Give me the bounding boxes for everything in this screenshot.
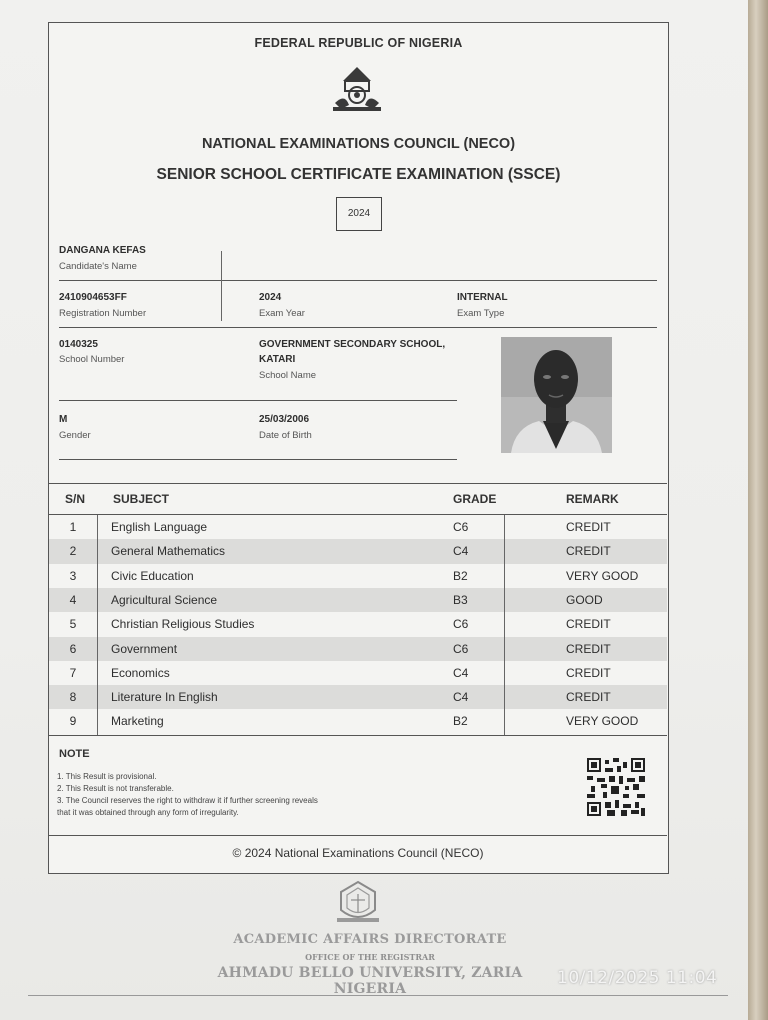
table-row: [49, 564, 667, 588]
cell-sn: 7: [69, 665, 77, 680]
divider: [59, 280, 657, 281]
header-grade: GRADE: [453, 492, 497, 506]
exam-type: INTERNAL: [457, 292, 508, 303]
abu-crest-icon: [335, 880, 381, 924]
cell-grade: C6: [453, 520, 469, 534]
stamp-university: AHMADU BELLO UNIVERSITY, ZARIA NIGERIA: [217, 965, 523, 997]
cell-grade: B2: [453, 714, 468, 729]
cell-grade: C4: [453, 690, 469, 705]
candidate-name-label: Candidate's Name: [59, 261, 137, 272]
table-row: [49, 515, 667, 539]
copyright-notice: © 2024 National Examinations Council (NECO): [232, 846, 484, 860]
cell-remark: CREDIT: [566, 544, 611, 559]
school-name-line1: GOVERNMENT SECONDARY SCHOOL,: [259, 339, 446, 350]
exam-title: SENIOR SCHOOL CERTIFICATE EXAMINATION (SSCE): [156, 166, 561, 183]
cell-subject: Civic Education: [111, 568, 194, 583]
exam-type-label: Exam Type: [457, 308, 505, 319]
cell-grade: C4: [453, 544, 469, 559]
registration-number-label: Registration Number: [59, 308, 147, 319]
divider: [59, 400, 457, 401]
exam-year-box: 2024: [336, 197, 382, 231]
cell-grade: C6: [453, 617, 469, 632]
cell-remark: CREDIT: [566, 641, 611, 656]
country-heading: FEDERAL REPUBLIC OF NIGERIA: [254, 36, 463, 50]
council-title: NATIONAL EXAMINATIONS COUNCIL (NECO): [201, 136, 516, 152]
note-item: 1. This Result is provisional.: [57, 772, 157, 781]
table-row: [49, 539, 667, 563]
table-row: [49, 685, 667, 709]
candidate-photo: [501, 337, 612, 453]
date-of-birth-label: Date of Birth: [259, 430, 312, 441]
date-of-birth: 25/03/2006: [259, 414, 310, 425]
header-remark: REMARK: [566, 492, 619, 506]
result-sheet: [48, 22, 669, 874]
table-surface: [748, 0, 768, 1020]
cell-sn: 5: [69, 617, 77, 632]
cell-subject: English Language: [111, 520, 208, 534]
gender-label: Gender: [59, 430, 91, 441]
exam-year: 2024: [259, 292, 282, 303]
cell-remark: CREDIT: [566, 690, 611, 705]
cell-subject: General Mathematics: [111, 544, 226, 559]
cell-remark: CREDIT: [566, 520, 611, 534]
header-sn: S/N: [65, 492, 86, 506]
cell-grade: C4: [453, 665, 469, 680]
neco-crest-icon: [331, 65, 383, 113]
qr-code-icon: [587, 758, 645, 816]
photo-timestamp: 10/12/2025 11:04: [557, 968, 718, 988]
note-item: 2. This Result is not transferable.: [57, 784, 174, 793]
table-row: [49, 709, 667, 733]
cell-grade: B3: [453, 592, 468, 607]
table-row: [49, 588, 667, 612]
fold-crease: [221, 251, 222, 321]
note-title: NOTE: [59, 748, 90, 760]
exam-year-label: Exam Year: [259, 308, 305, 319]
cell-grade: C6: [453, 641, 469, 656]
cell-sn: 9: [69, 714, 77, 729]
cell-sn: 3: [69, 568, 77, 583]
cell-remark: CREDIT: [566, 665, 611, 680]
note-section: [49, 735, 667, 836]
registration-number: 2410904653FF: [59, 292, 127, 303]
stamp-office: OFFICE OF THE REGISTRAR: [305, 952, 435, 962]
cell-sn: 4: [69, 592, 77, 607]
gender: M: [59, 414, 68, 425]
school-number-label: School Number: [59, 354, 125, 365]
cell-sn: 6: [69, 641, 77, 656]
cell-sn: 2: [69, 544, 77, 559]
school-number: 0140325: [59, 339, 98, 350]
school-name-line2: KATARI: [259, 354, 296, 365]
cell-grade: B2: [453, 568, 468, 583]
cell-subject: Literature In English: [111, 690, 218, 705]
cell-subject: Government: [111, 641, 178, 656]
note-item: that it was obtained through any form of irregularity.: [57, 808, 239, 817]
header-subject: SUBJECT: [113, 492, 170, 506]
cell-subject: Agricultural Science: [111, 592, 218, 607]
table-header: [49, 483, 667, 515]
divider: [59, 327, 657, 328]
stamp-underline: [28, 995, 728, 996]
cell-subject: Economics: [111, 665, 170, 680]
cell-remark: VERY GOOD: [566, 714, 639, 729]
note-item: 3. The Council reserves the right to withdraw it if further screening reveals: [57, 796, 318, 805]
column-divider: [97, 515, 98, 735]
cell-remark: VERY GOOD: [566, 568, 639, 583]
table-row: [49, 661, 667, 685]
cell-sn: 1: [69, 520, 77, 534]
table-row: [49, 612, 667, 636]
cell-remark: GOOD: [566, 592, 603, 607]
candidate-name: DANGANA KEFAS: [59, 245, 146, 256]
cell-remark: CREDIT: [566, 617, 611, 632]
column-divider: [504, 515, 505, 735]
cell-sn: 8: [69, 690, 77, 705]
school-name-label: School Name: [259, 370, 317, 381]
divider: [59, 459, 457, 460]
stamp-directorate: ACADEMIC AFFAIRS DIRECTORATE: [233, 932, 507, 947]
table-row: [49, 637, 667, 661]
cell-subject: Marketing: [111, 714, 164, 729]
cell-subject: Christian Religious Studies: [111, 617, 255, 632]
